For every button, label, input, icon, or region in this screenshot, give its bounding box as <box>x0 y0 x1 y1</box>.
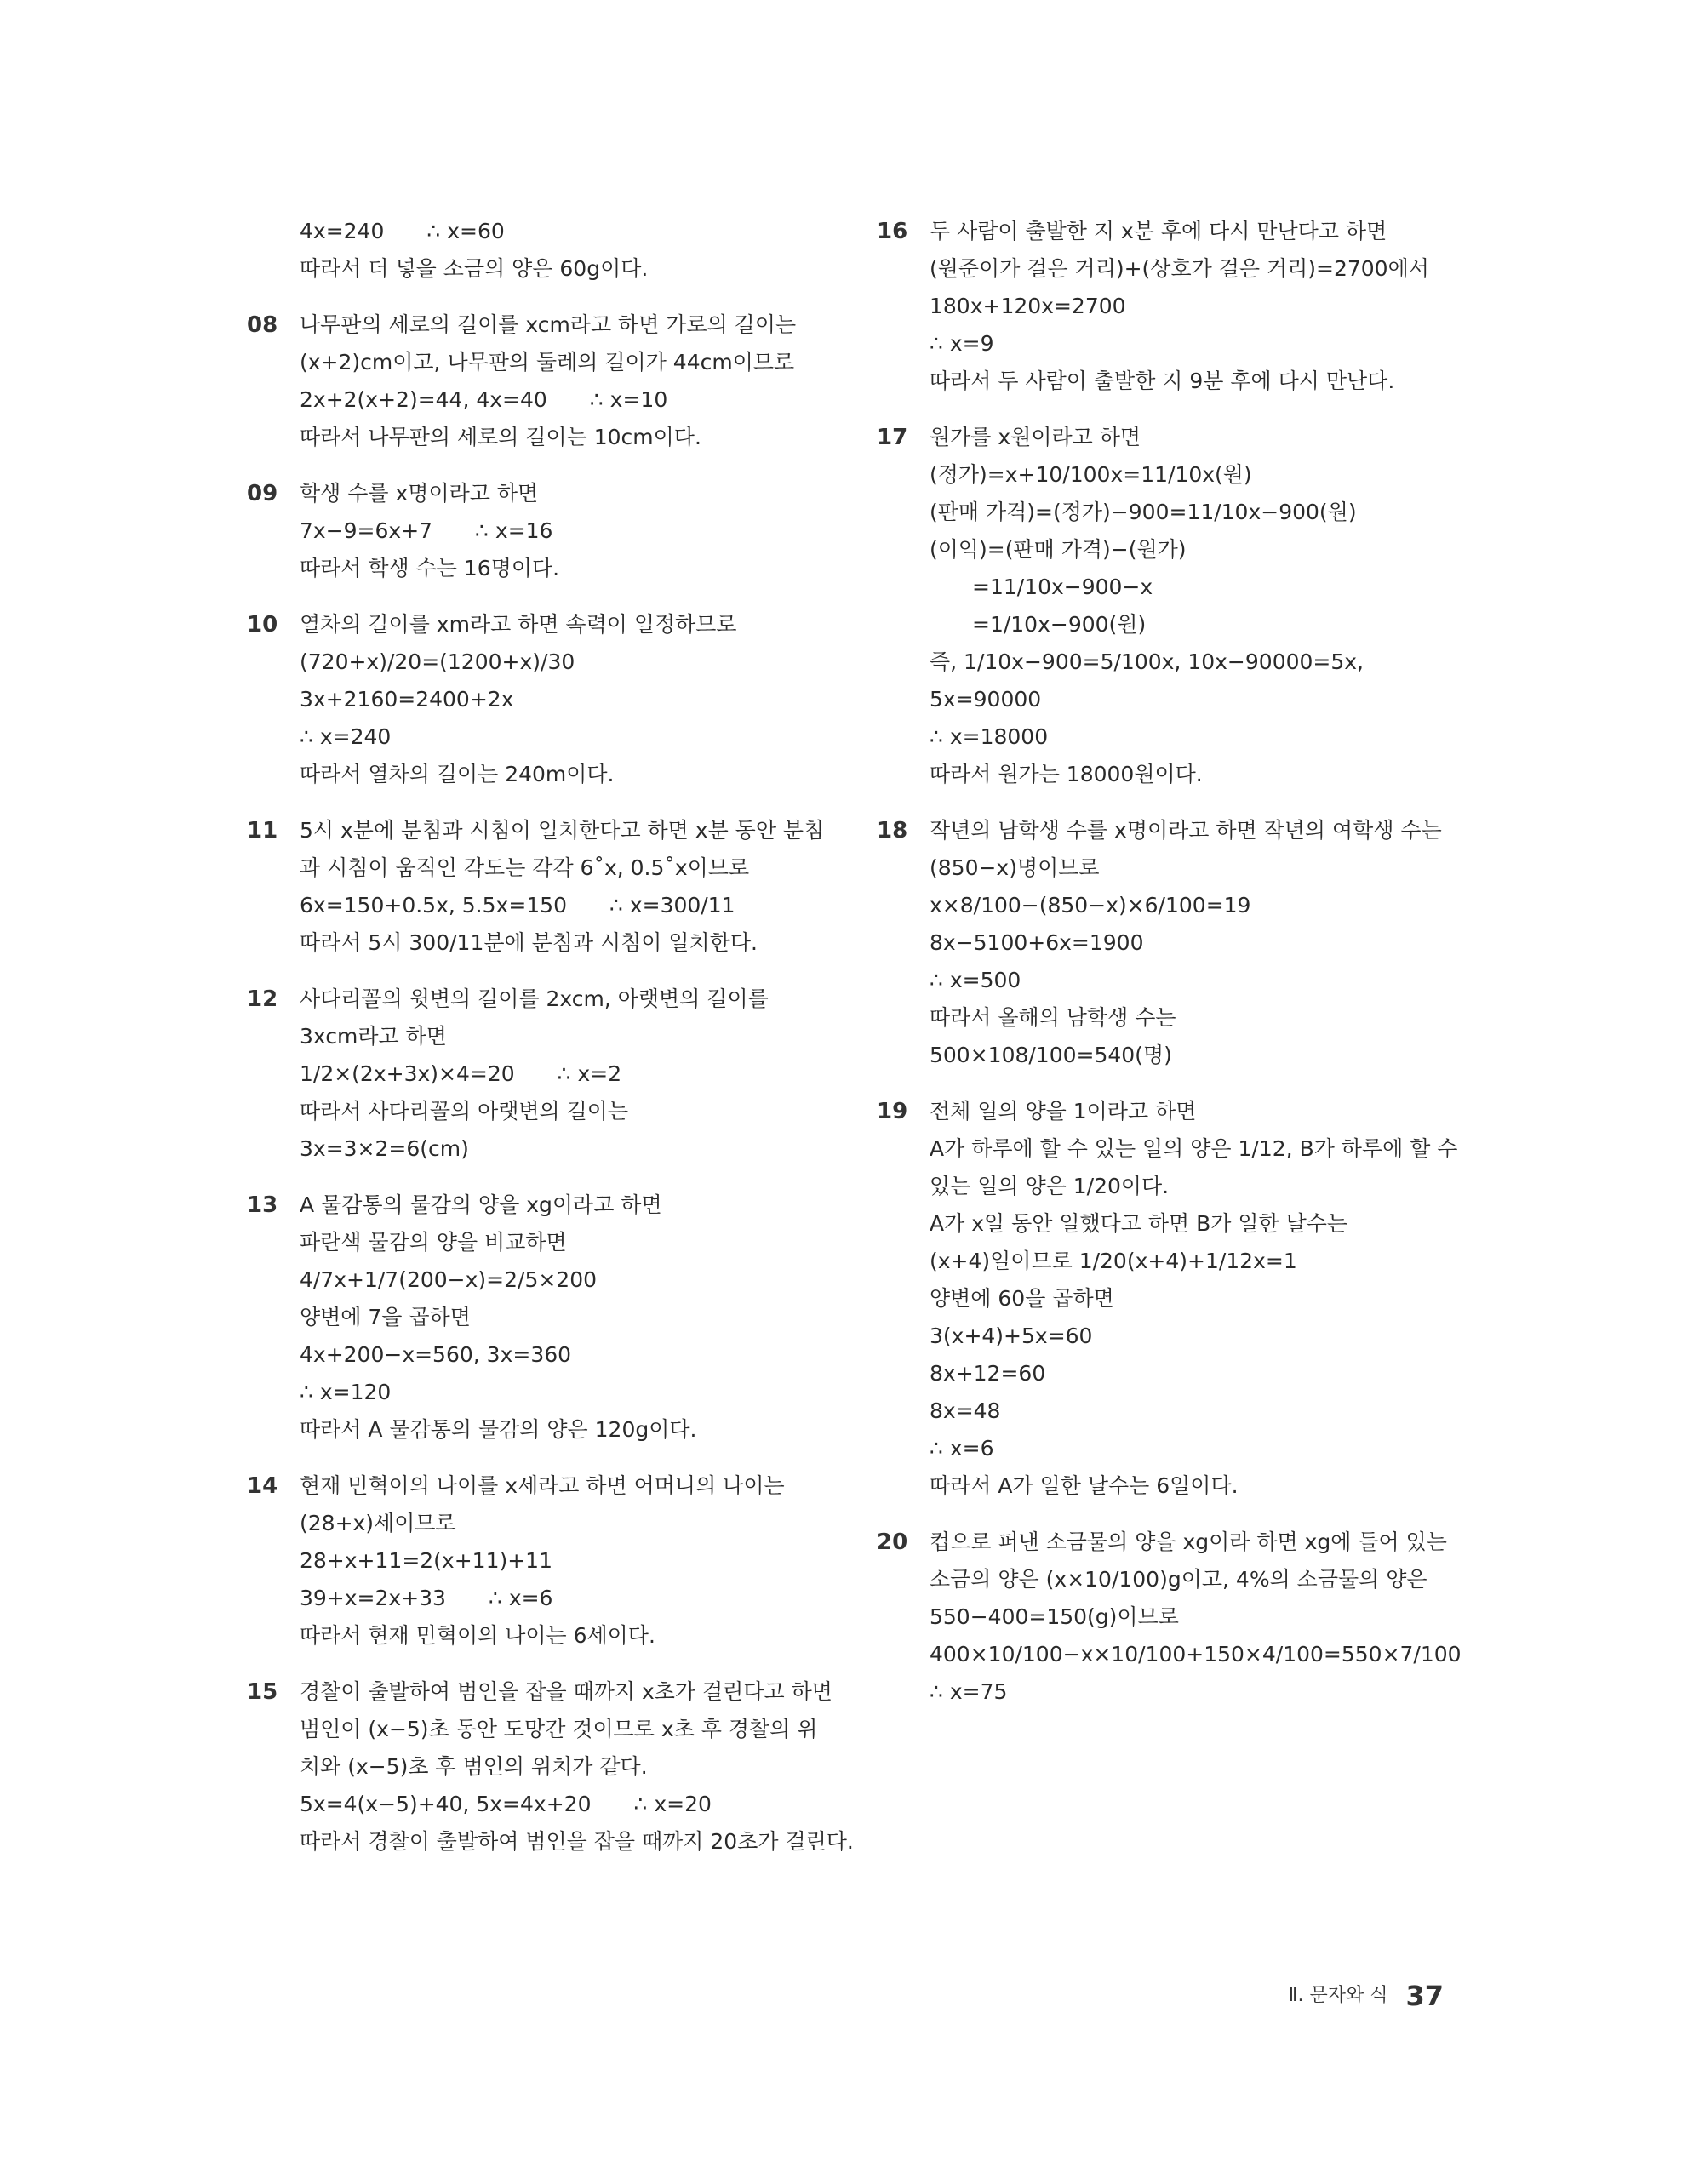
solution-line: 3x=3×2=6(cm) <box>300 1136 469 1161</box>
problem-number: 20 <box>877 1529 908 1555</box>
solution-line: (x+4)일이므로 1/20(x+4)+1/12x=1 <box>930 1249 1297 1273</box>
solution-line: 있는 일의 양은 1/20이다. <box>930 1174 1170 1198</box>
solution-line: 따라서 나무판의 세로의 길이는 10cm이다. <box>300 425 701 449</box>
solution-line: A 물감통의 물감의 양을 xg이라고 하면 <box>300 1192 662 1217</box>
solution-line: 양변에 7을 곱하면 <box>300 1305 471 1329</box>
problem-block <box>877 419 1473 793</box>
problem-block <box>877 213 1473 400</box>
solution-line: 따라서 A가 일한 날수는 6일이다. <box>930 1473 1239 1498</box>
solution-line: 28+x+11=2(x+11)+11 <box>300 1548 552 1573</box>
solution-line: (원준이가 걸은 거리)+(상호가 걸은 거리)=2700에서 <box>930 256 1429 281</box>
solution-line: 39+x=2x+33 ∴ x=6 <box>300 1586 553 1610</box>
solution-line: 400×10/100−x×10/100+150×4/100=550×7/100 <box>930 1642 1462 1667</box>
solution-line: 따라서 현재 민혁이의 나이는 6세이다. <box>300 1623 655 1648</box>
problem-number: 13 <box>247 1192 278 1218</box>
solution-line: 전체 일의 양을 1이라고 하면 <box>930 1099 1197 1123</box>
solution-line: 1/2×(2x+3x)×4=20 ∴ x=2 <box>300 1061 622 1086</box>
solution-line: 8x=48 <box>930 1398 1001 1423</box>
solution-line: 과 시침이 움직인 각도는 각각 6˚x, 0.5˚x이므로 <box>300 855 750 880</box>
problem-block <box>877 1093 1473 1505</box>
problem-number: 08 <box>247 312 278 338</box>
solution-line: 5시 x분에 분침과 시침이 일치한다고 하면 x분 동안 분침 <box>300 818 825 843</box>
solution-line: ∴ x=18000 <box>930 724 1049 749</box>
solution-line: 6x=150+0.5x, 5.5x=150 ∴ x=300/11 <box>300 893 735 918</box>
solution-line: 두 사람이 출발한 지 x분 후에 다시 만난다고 하면 <box>930 219 1387 243</box>
page-footer <box>1289 1980 1444 2012</box>
problem-block <box>247 981 843 1168</box>
solution-line: 3(x+4)+5x=60 <box>930 1324 1093 1348</box>
solution-line: 따라서 5시 300/11분에 분침과 시침이 일치한다. <box>300 930 758 955</box>
solution-line: ∴ x=240 <box>300 724 392 749</box>
solution-line: (720+x)/20=(1200+x)/30 <box>300 649 575 674</box>
solution-line: 사다리꼴의 윗변의 길이를 2xcm, 아랫변의 길이를 <box>300 986 769 1011</box>
solution-line: 파란색 물감의 양을 비교하면 <box>300 1230 567 1255</box>
solution-line: 나무판의 세로의 길이를 xcm라고 하면 가로의 길이는 <box>300 312 797 337</box>
solution-line: 따라서 더 넣을 소금의 양은 60g이다. <box>300 256 649 281</box>
solution-line: 따라서 사다리꼴의 아랫변의 길이는 <box>300 1099 629 1123</box>
solution-line: 따라서 A 물감통의 물감의 양은 120g이다. <box>300 1417 697 1442</box>
solution-line: (850−x)명이므로 <box>930 855 1100 880</box>
problem-block <box>247 475 843 587</box>
solution-line: 경찰이 출발하여 범인을 잡을 때까지 x초가 걸린다고 하면 <box>300 1679 832 1704</box>
problem-number: 18 <box>877 818 908 843</box>
problem-block <box>247 306 843 456</box>
left-column <box>247 213 854 1879</box>
solution-line: =1/10x−900(원) <box>930 612 1147 637</box>
solution-line: 따라서 두 사람이 출발한 지 9분 후에 다시 만난다. <box>930 369 1395 393</box>
problem-block <box>247 213 843 288</box>
solution-line: 컵으로 퍼낸 소금물의 양을 xg이라 하면 xg에 들어 있는 <box>930 1529 1447 1554</box>
solution-line: 원가를 x원이라고 하면 <box>930 425 1141 449</box>
solution-line: 범인이 (x−5)초 동안 도망간 것이므로 x초 후 경찰의 위 <box>300 1717 818 1741</box>
solution-line: 4x=240 ∴ x=60 <box>300 219 505 243</box>
solution-line: 8x−5100+6x=1900 <box>930 930 1144 955</box>
solution-line: 4x+200−x=560, 3x=360 <box>300 1342 572 1367</box>
problem-number: 15 <box>247 1679 278 1705</box>
solution-line: 학생 수를 x명이라고 하면 <box>300 481 539 506</box>
solution-line: 따라서 열차의 길이는 240m이다. <box>300 762 615 786</box>
problem-block <box>877 1524 1473 1711</box>
solution-line: (x+2)cm이고, 나무판의 둘레의 길이가 44cm이므로 <box>300 350 795 374</box>
solution-line: x×8/100−(850−x)×6/100=19 <box>930 893 1251 918</box>
right-column <box>877 213 1473 1729</box>
solution-line: 5x=90000 <box>930 687 1042 712</box>
problem-number: 14 <box>247 1473 278 1499</box>
problem-number: 09 <box>247 481 278 506</box>
solution-line: 180x+120x=2700 <box>930 294 1126 318</box>
problem-number: 10 <box>247 612 278 637</box>
solution-line: 3xcm라고 하면 <box>300 1024 447 1049</box>
solution-line: 열차의 길이를 xm라고 하면 속력이 일정하므로 <box>300 612 737 637</box>
solution-line: ∴ x=500 <box>930 968 1021 992</box>
solution-line: 소금의 양은 (x×10/100)g이고, 4%의 소금물의 양은 <box>930 1567 1427 1592</box>
problem-number: 12 <box>247 986 278 1012</box>
solution-line: 치와 (x−5)초 후 범인의 위치가 같다. <box>300 1754 648 1779</box>
solution-line: 5x=4(x−5)+40, 5x=4x+20 ∴ x=20 <box>300 1792 712 1816</box>
solution-line: ∴ x=75 <box>930 1679 1008 1704</box>
solution-line: 작년의 남학생 수를 x명이라고 하면 작년의 여학생 수는 <box>930 818 1442 843</box>
solution-line: 2x+2(x+2)=44, 4x=40 ∴ x=10 <box>300 387 668 412</box>
solution-line: ∴ x=120 <box>300 1380 392 1404</box>
problem-block <box>247 1673 854 1861</box>
problem-block <box>247 1467 843 1655</box>
solution-line: A가 x일 동안 일했다고 하면 B가 일한 날수는 <box>930 1211 1348 1236</box>
solution-line: 3x+2160=2400+2x <box>300 687 514 712</box>
problem-block <box>247 812 843 962</box>
problem-block <box>877 812 1473 1074</box>
solution-line: 현재 민혁이의 나이를 x세라고 하면 어머니의 나이는 <box>300 1473 785 1498</box>
solution-line: 8x+12=60 <box>930 1361 1046 1386</box>
solution-line: 550−400=150(g)이므로 <box>930 1604 1179 1629</box>
problem-block <box>247 606 843 793</box>
solution-line: 양변에 60을 곱하면 <box>930 1286 1114 1311</box>
problem-block <box>247 1186 843 1449</box>
solution-line: 따라서 학생 수는 16명이다. <box>300 556 560 580</box>
solution-line: ∴ x=6 <box>930 1436 994 1461</box>
solution-line: (이익)=(판매 가격)−(원가) <box>930 537 1187 562</box>
solution-line: 즉, 1/10x−900=5/100x, 10x−90000=5x, <box>930 649 1364 674</box>
solution-line: (판매 가격)=(정가)−900=11/10x−900(원) <box>930 500 1357 524</box>
solution-line: 7x−9=6x+7 ∴ x=16 <box>300 518 553 543</box>
page-number: 37 <box>1405 1980 1444 2012</box>
problem-number: 11 <box>247 818 278 843</box>
solution-line: ∴ x=9 <box>930 331 994 356</box>
footer-section: Ⅱ. 문자와 식 <box>1288 1985 1388 2006</box>
solution-line: 따라서 올해의 남학생 수는 <box>930 1005 1176 1030</box>
solution-line: 따라서 경찰이 출발하여 범인을 잡을 때까지 20초가 걸린다. <box>300 1829 854 1854</box>
solution-line: A가 하루에 할 수 있는 일의 양은 1/12, B가 하루에 할 수 <box>930 1136 1458 1161</box>
problem-number: 16 <box>877 219 908 244</box>
solution-line: 따라서 원가는 18000원이다. <box>930 762 1203 786</box>
problem-number: 17 <box>877 425 908 450</box>
solution-line: =11/10x−900−x <box>930 575 1153 599</box>
solution-line: (28+x)세이므로 <box>300 1511 456 1535</box>
problem-number: 19 <box>877 1099 908 1124</box>
solution-line: 500×108/100=540(명) <box>930 1043 1172 1067</box>
solution-line: (정가)=x+10/100x=11/10x(원) <box>930 462 1252 487</box>
solution-line: 4/7x+1/7(200−x)=2/5×200 <box>300 1267 598 1292</box>
